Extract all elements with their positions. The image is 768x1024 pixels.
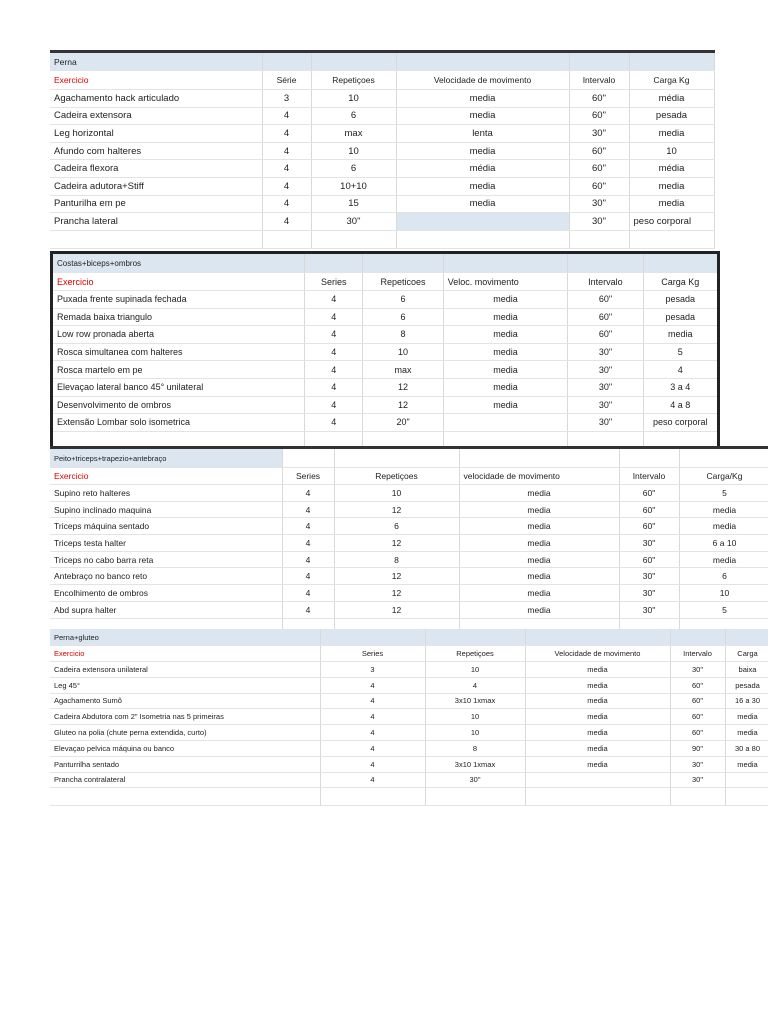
table-cell[interactable]: Puxada frente supinada fechada — [52, 291, 305, 309]
table-cell[interactable]: Encolhimento de ombros — [50, 585, 282, 602]
table-cell[interactable]: pesada — [643, 308, 718, 326]
table-cell[interactable]: 60" — [569, 90, 629, 108]
column-header[interactable]: Series — [320, 646, 425, 662]
table-cell[interactable]: 6 — [679, 568, 768, 585]
table-cell[interactable]: Abd supra halter — [50, 601, 282, 618]
table-cell[interactable]: media — [396, 90, 569, 108]
column-header[interactable]: Repetiçoes — [425, 646, 525, 662]
table-cell[interactable]: 15 — [311, 195, 396, 213]
table-cell[interactable]: media — [629, 177, 714, 195]
table-cell[interactable]: 6 a 10 — [679, 535, 768, 552]
table-cell[interactable]: 16 a 30 — [725, 693, 768, 709]
table-cell[interactable]: 6 — [334, 518, 459, 535]
table-cell[interactable]: 4 — [320, 772, 425, 788]
table-cell[interactable]: media — [443, 291, 568, 309]
table-cell[interactable]: 30" — [619, 585, 679, 602]
table-cell[interactable]: 30" — [569, 125, 629, 143]
table-cell[interactable]: 4 — [425, 677, 525, 693]
table-row — [50, 693, 768, 709]
table-row — [50, 535, 768, 552]
column-header[interactable]: Series — [282, 468, 334, 485]
table-cell[interactable]: Leg horizontal — [50, 125, 262, 143]
table-cell[interactable]: media — [725, 756, 768, 772]
column-header[interactable]: Carga Kg — [643, 273, 718, 291]
table-cell[interactable]: Cadeira extensora unilateral — [50, 662, 320, 678]
column-header[interactable]: Série — [262, 71, 311, 90]
table-cell[interactable]: media — [629, 125, 714, 143]
table-cell[interactable]: 60" — [568, 291, 643, 309]
table-cell[interactable]: media — [443, 343, 568, 361]
table-cell[interactable]: pesada — [725, 677, 768, 693]
table-cell[interactable]: Agachamento hack articulado — [50, 90, 262, 108]
table-cell[interactable]: 4 — [305, 343, 363, 361]
table-cell[interactable]: lenta — [396, 125, 569, 143]
table-header-row — [50, 468, 768, 485]
column-header[interactable]: Exercicio — [50, 71, 262, 90]
table-cell[interactable]: Supino inclinado maquina — [50, 501, 282, 518]
table-row — [50, 740, 768, 756]
table-row — [52, 291, 719, 309]
table-cell[interactable]: média — [629, 160, 714, 178]
table-cell[interactable]: Cadeira extensora — [50, 107, 262, 125]
table-cell[interactable]: 5 — [679, 601, 768, 618]
table-row — [50, 125, 714, 143]
table-cell[interactable]: media — [443, 326, 568, 344]
table-cell[interactable]: 60" — [670, 693, 725, 709]
table-row — [52, 308, 719, 326]
section-title[interactable]: Perna+gluteo — [50, 629, 320, 646]
table-cell[interactable]: Cadeira adutora+Stiff — [50, 177, 262, 195]
table-cell[interactable]: 4 — [320, 677, 425, 693]
table-cell[interactable]: Cadeira Abdutora com 2" Isometria nas 5 primeiras — [50, 709, 320, 725]
table-cell[interactable]: 6 — [311, 160, 396, 178]
table-cell[interactable]: 30" — [568, 361, 643, 379]
table-cell[interactable]: 4 — [320, 725, 425, 741]
table-cell[interactable]: media — [725, 725, 768, 741]
table-cell[interactable]: 4 — [305, 361, 363, 379]
table-row — [50, 677, 768, 693]
column-header[interactable]: Carga Kg — [629, 71, 714, 90]
table-cell[interactable]: media — [459, 568, 619, 585]
table-row — [50, 501, 768, 518]
table-cell[interactable]: 4 — [320, 740, 425, 756]
table-cell[interactable]: 30" — [670, 756, 725, 772]
table-cell[interactable]: media — [459, 535, 619, 552]
table-cell[interactable]: 4 — [305, 396, 363, 414]
table-cell[interactable]: 12 — [363, 396, 443, 414]
column-header[interactable]: Repetiçoes — [334, 468, 459, 485]
table-cell[interactable]: Rosca simultanea com halteres — [52, 343, 305, 361]
table-cell[interactable]: 4 — [305, 326, 363, 344]
table-cell[interactable]: 60" — [619, 518, 679, 535]
table-cell[interactable]: 30" — [670, 662, 725, 678]
table-cell[interactable] — [525, 772, 670, 788]
table-cell[interactable]: max — [363, 361, 443, 379]
column-header[interactable]: Carga — [725, 646, 768, 662]
table-cell[interactable]: 4 — [320, 756, 425, 772]
column-header[interactable]: Repeticoes — [363, 273, 443, 291]
table-cell[interactable]: media — [629, 195, 714, 213]
table-cell[interactable]: 10 — [629, 142, 714, 160]
table-cell[interactable]: Cadeira flexora — [50, 160, 262, 178]
table-cell[interactable]: Gluteo na polia (chute perna extendida, curto) — [50, 725, 320, 741]
costas-table — [50, 251, 720, 450]
table-cell[interactable]: baixa — [725, 662, 768, 678]
table-cell[interactable]: media — [459, 585, 619, 602]
table-cell[interactable]: 30" — [569, 195, 629, 213]
section-title[interactable]: Peito+triceps+trapezio+antebraço — [50, 448, 282, 468]
table-cell[interactable]: 12 — [363, 378, 443, 396]
table-cell[interactable]: 30 a 80 — [725, 740, 768, 756]
table-cell[interactable]: 60" — [619, 501, 679, 518]
table-cell[interactable]: 10 — [425, 725, 525, 741]
table-cell[interactable]: 60" — [569, 160, 629, 178]
table-cell[interactable]: 4 — [305, 291, 363, 309]
table-cell[interactable]: 30" — [670, 772, 725, 788]
table-cell[interactable]: 60" — [619, 485, 679, 502]
table-cell[interactable]: Leg 45° — [50, 677, 320, 693]
table-cell[interactable]: media — [525, 740, 670, 756]
column-header[interactable]: Velocidade de movimento — [396, 71, 569, 90]
table-cell[interactable]: 12 — [334, 501, 459, 518]
table-cell[interactable]: media — [396, 177, 569, 195]
table-cell[interactable]: Agachamento Sumô — [50, 693, 320, 709]
column-header[interactable]: Exercicio — [50, 468, 282, 485]
table-header-row — [52, 273, 719, 291]
table-cell[interactable]: Extensão Lombar solo isometrica — [52, 414, 305, 432]
table-cell[interactable] — [443, 414, 568, 432]
table-row — [50, 518, 768, 535]
table-cell[interactable]: media — [459, 551, 619, 568]
table-cell[interactable]: média — [396, 160, 569, 178]
table-cell[interactable]: 60" — [670, 725, 725, 741]
table-cell[interactable]: Panturrilha sentado — [50, 756, 320, 772]
table-cell[interactable]: Prancha lateral — [50, 213, 262, 231]
table-cell[interactable]: media — [525, 756, 670, 772]
table-cell[interactable]: 30" — [619, 601, 679, 618]
table-cell[interactable]: media — [396, 107, 569, 125]
table-cell[interactable]: 6 — [363, 291, 443, 309]
table-cell[interactable]: media — [443, 378, 568, 396]
table-cell[interactable]: 4 — [282, 551, 334, 568]
table-cell[interactable]: 4 — [282, 585, 334, 602]
table-header-row — [50, 71, 714, 90]
table-cell[interactable]: Elevaçao pelvica máquina ou banco — [50, 740, 320, 756]
table-cell[interactable]: 8 — [334, 551, 459, 568]
table-cell[interactable]: média — [629, 90, 714, 108]
table-cell[interactable]: Desenvolvimento de ombros — [52, 396, 305, 414]
table-row — [50, 601, 768, 618]
table-cell[interactable]: 8 — [363, 326, 443, 344]
column-header[interactable]: velocidade de movimento — [459, 468, 619, 485]
table-cell[interactable]: 60" — [568, 326, 643, 344]
table-cell[interactable]: 10 — [334, 485, 459, 502]
table-row — [52, 361, 719, 379]
table-row — [50, 568, 768, 585]
table-cell[interactable]: peso corporal — [643, 414, 718, 432]
table-cell[interactable]: media — [443, 308, 568, 326]
table-cell[interactable]: 4 — [305, 308, 363, 326]
table-cell[interactable]: 30" — [311, 213, 396, 231]
table-cell[interactable]: 4 — [262, 177, 311, 195]
table-cell[interactable]: media — [679, 518, 768, 535]
table-cell[interactable]: 4 — [305, 414, 363, 432]
table-cell[interactable]: media — [396, 195, 569, 213]
column-header[interactable]: Exercicio — [52, 273, 305, 291]
table-cell[interactable]: 30" — [568, 378, 643, 396]
table-cell[interactable]: 60" — [569, 107, 629, 125]
table-cell[interactable]: 3x10 1xmax — [425, 756, 525, 772]
table-row — [50, 107, 714, 125]
table-cell[interactable]: media — [525, 725, 670, 741]
table-cell[interactable]: 30" — [568, 414, 643, 432]
table-row — [50, 142, 714, 160]
table-row — [52, 343, 719, 361]
table-cell[interactable]: 4 — [282, 535, 334, 552]
table-cell[interactable]: Rosca martelo em pe — [52, 361, 305, 379]
gluteo-table — [50, 629, 768, 806]
table-cell[interactable]: 4 — [262, 195, 311, 213]
table-cell[interactable]: media — [459, 485, 619, 502]
table-cell[interactable]: 10 — [425, 662, 525, 678]
table-cell[interactable]: 30" — [569, 213, 629, 231]
table-row — [50, 725, 768, 741]
table-cell[interactable]: 4 — [262, 125, 311, 143]
table-cell[interactable]: Triceps máquina sentado — [50, 518, 282, 535]
column-header[interactable]: Intervalo — [569, 71, 629, 90]
table-cell[interactable]: 4 a 8 — [643, 396, 718, 414]
table-cell[interactable]: max — [311, 125, 396, 143]
table-cell[interactable]: Antebraço no banco reto — [50, 568, 282, 585]
table-cell[interactable]: 4 — [282, 501, 334, 518]
table-cell[interactable]: Afundo com halteres — [50, 142, 262, 160]
table-cell[interactable]: 12 — [334, 601, 459, 618]
column-header[interactable]: Series — [305, 273, 363, 291]
table-header-row — [50, 646, 768, 662]
table-cell[interactable]: 20" — [363, 414, 443, 432]
table-cell[interactable]: Triceps no cabo barra reta — [50, 551, 282, 568]
table-cell[interactable]: 60" — [670, 677, 725, 693]
column-header[interactable]: Intervalo — [568, 273, 643, 291]
table-cell[interactable]: 5 — [643, 343, 718, 361]
column-header[interactable]: Repetiçoes — [311, 71, 396, 90]
table-row — [50, 213, 714, 231]
column-header[interactable]: Veloc. movimento — [443, 273, 568, 291]
table-cell[interactable]: 4 — [282, 601, 334, 618]
table-cell[interactable] — [725, 772, 768, 788]
table-cell[interactable]: 60" — [569, 177, 629, 195]
table-cell[interactable]: 12 — [334, 568, 459, 585]
table-cell[interactable]: 4 — [643, 361, 718, 379]
table-row — [50, 585, 768, 602]
table-cell[interactable]: media — [396, 142, 569, 160]
table-cell[interactable]: 6 — [311, 107, 396, 125]
table-cell[interactable]: 4 — [305, 378, 363, 396]
table-cell[interactable]: 4 — [262, 107, 311, 125]
table-cell[interactable]: 10 — [679, 585, 768, 602]
table-row — [50, 662, 768, 678]
peito-table — [50, 446, 768, 637]
table-cell[interactable]: 60" — [619, 551, 679, 568]
table-cell[interactable]: media — [679, 551, 768, 568]
table-cell[interactable]: media — [459, 601, 619, 618]
table-title-row — [50, 52, 714, 71]
table-cell[interactable]: 4 — [262, 213, 311, 231]
section-title[interactable]: Costas+biceps+ombros — [52, 253, 305, 273]
table-cell[interactable]: pesada — [643, 291, 718, 309]
table-cell[interactable]: media — [525, 677, 670, 693]
column-header[interactable]: Intervalo — [670, 646, 725, 662]
table-row — [50, 90, 714, 108]
table-cell[interactable]: 3x10 1xmax — [425, 693, 525, 709]
table-cell[interactable]: Prancha contralateral — [50, 772, 320, 788]
table-cell[interactable]: Supino reto halteres — [50, 485, 282, 502]
table-row — [52, 396, 719, 414]
perna-table — [50, 50, 715, 249]
table-cell[interactable]: Panturilha em pe — [50, 195, 262, 213]
table-cell[interactable]: 3 — [320, 662, 425, 678]
table-row — [50, 709, 768, 725]
table-title-row — [50, 629, 768, 646]
table-cell[interactable]: 8 — [425, 740, 525, 756]
table-cell[interactable]: 12 — [334, 535, 459, 552]
table-cell[interactable]: 60" — [568, 308, 643, 326]
table-cell[interactable]: media — [459, 518, 619, 535]
table-cell[interactable]: Low row pronada aberta — [52, 326, 305, 344]
table-row — [50, 485, 768, 502]
table-cell[interactable]: Elevaçao lateral banco 45° unilateral — [52, 378, 305, 396]
table-row — [52, 378, 719, 396]
table-row — [50, 195, 714, 213]
table-cell[interactable]: 10 — [425, 709, 525, 725]
column-header[interactable]: Carga/Kg — [679, 468, 768, 485]
empty-row — [50, 788, 768, 806]
table-cell[interactable]: 4 — [262, 142, 311, 160]
table-cell[interactable]: Remada baixa triangulo — [52, 308, 305, 326]
column-header[interactable]: Exercicio — [50, 646, 320, 662]
table-cell[interactable]: 4 — [262, 160, 311, 178]
table-title-row — [50, 448, 768, 468]
table-cell[interactable]: media — [725, 709, 768, 725]
table-cell[interactable]: media — [443, 361, 568, 379]
table-row — [50, 772, 768, 788]
table-cell[interactable]: media — [679, 501, 768, 518]
table-row — [52, 326, 719, 344]
table-cell[interactable]: 4 — [282, 518, 334, 535]
table-cell[interactable]: 90" — [670, 740, 725, 756]
table-cell[interactable]: Triceps testa halter — [50, 535, 282, 552]
table-cell[interactable]: 60" — [569, 142, 629, 160]
table-cell[interactable]: 10 — [311, 90, 396, 108]
table-cell[interactable] — [396, 213, 569, 231]
column-header[interactable]: Velocidade de movimento — [525, 646, 670, 662]
table-cell[interactable]: 3 — [262, 90, 311, 108]
table-cell[interactable]: media — [443, 396, 568, 414]
table-cell[interactable]: media — [459, 501, 619, 518]
table-row — [50, 551, 768, 568]
table-cell[interactable]: 30" — [425, 772, 525, 788]
table-cell[interactable]: 10+10 — [311, 177, 396, 195]
table-cell[interactable]: 4 — [282, 485, 334, 502]
table-cell[interactable]: 30" — [619, 568, 679, 585]
table-row — [52, 414, 719, 432]
section-title[interactable]: Perna — [50, 52, 262, 71]
table-title-row — [52, 253, 719, 273]
table-cell[interactable]: 10 — [311, 142, 396, 160]
table-cell[interactable]: media — [525, 709, 670, 725]
table-cell[interactable]: 10 — [363, 343, 443, 361]
column-header[interactable]: Intervalo — [619, 468, 679, 485]
table-cell[interactable]: 4 — [320, 693, 425, 709]
table-cell[interactable]: media — [643, 326, 718, 344]
table-cell[interactable]: peso corporal — [629, 213, 714, 231]
table-cell[interactable]: media — [525, 693, 670, 709]
table-cell[interactable]: pesada — [629, 107, 714, 125]
table-cell[interactable]: media — [525, 662, 670, 678]
table-cell[interactable]: 30" — [568, 396, 643, 414]
table-cell[interactable]: 30" — [619, 535, 679, 552]
table-cell[interactable]: 5 — [679, 485, 768, 502]
table-row — [50, 756, 768, 772]
table-cell[interactable]: 4 — [282, 568, 334, 585]
table-row — [50, 160, 714, 178]
table-row — [50, 177, 714, 195]
empty-row — [50, 230, 714, 248]
table-cell[interactable]: 6 — [363, 308, 443, 326]
table-cell[interactable]: 12 — [334, 585, 459, 602]
table-cell[interactable]: 30" — [568, 343, 643, 361]
table-cell[interactable]: 3 a 4 — [643, 378, 718, 396]
table-cell[interactable]: 4 — [320, 709, 425, 725]
table-cell[interactable]: 60" — [670, 709, 725, 725]
